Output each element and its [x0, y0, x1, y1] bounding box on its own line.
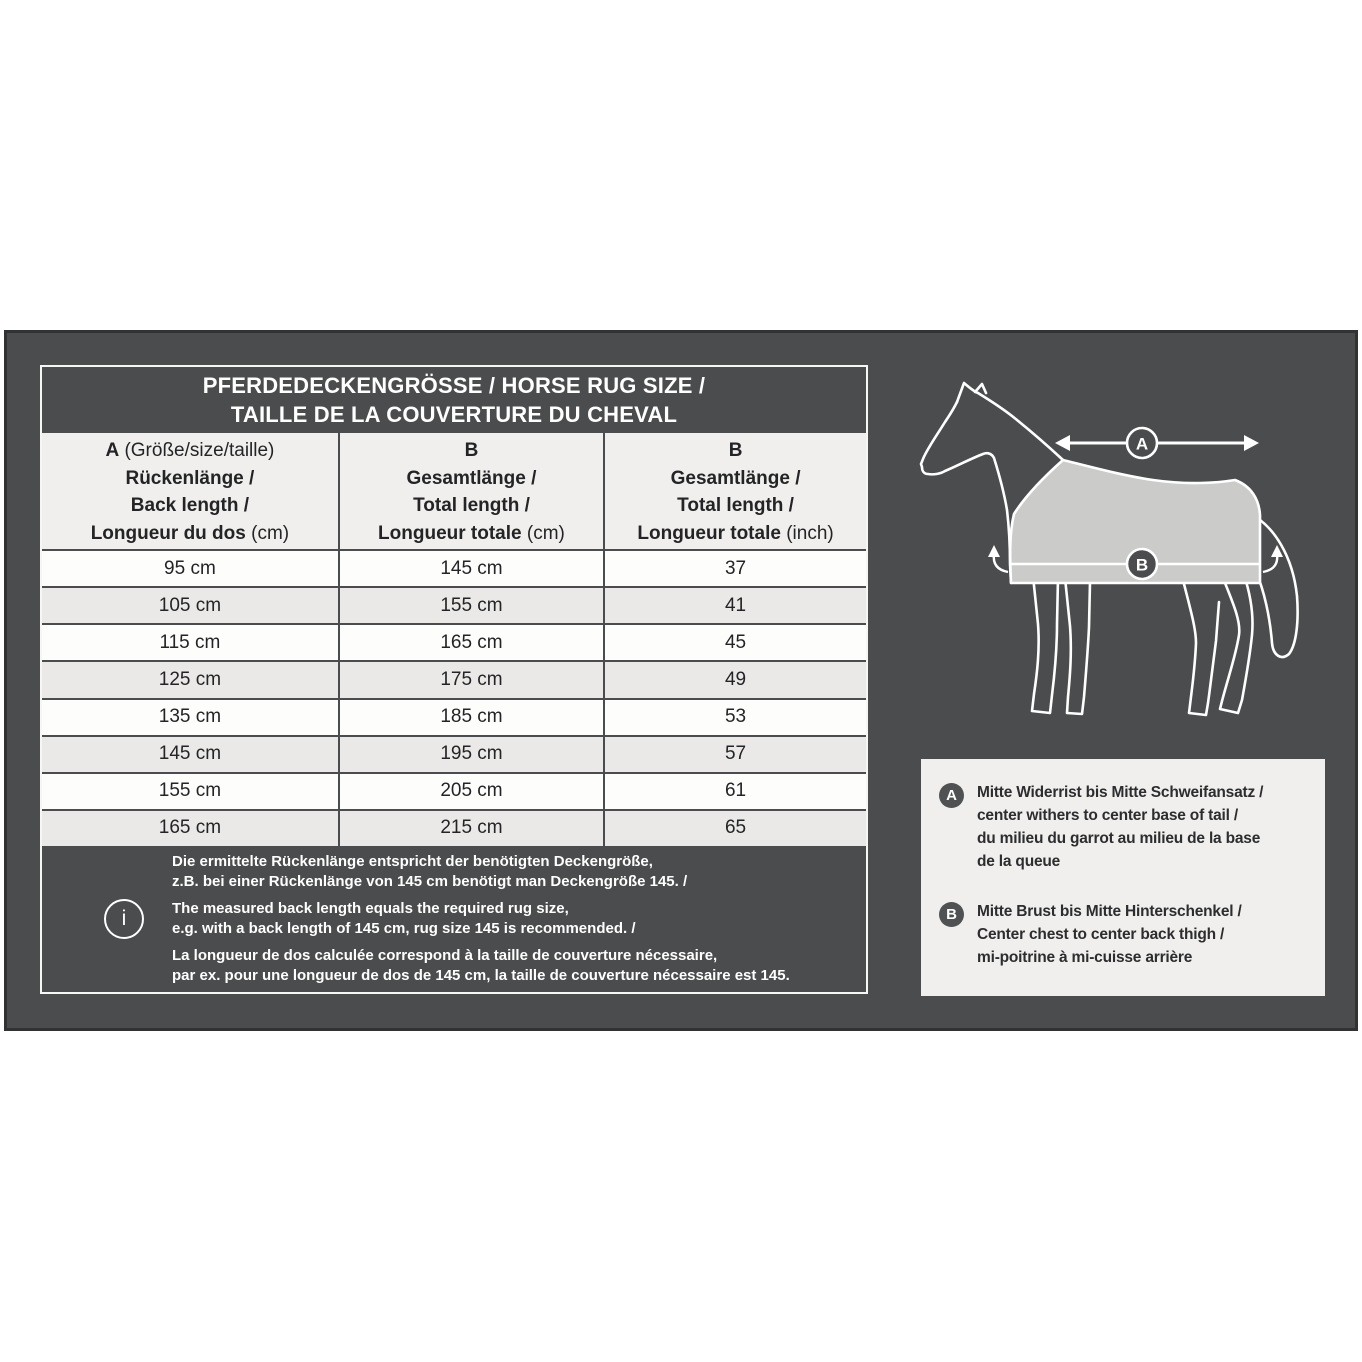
column-header-total-length-inch: B Gesamtlänge / Total length / Longueur totale (inch)	[603, 433, 866, 549]
note-text	[172, 852, 790, 986]
cell-total-inch: 65	[603, 811, 866, 846]
table-title-line1: PFERDEDECKENGRÖSSE / HORSE RUG SIZE /	[202, 373, 706, 398]
table-title	[42, 367, 866, 433]
table-row	[42, 809, 866, 846]
horse-front-leg-near	[1032, 576, 1058, 713]
cell-back-length: 165 cm	[158, 817, 222, 839]
cell-back-length: 105 cm	[158, 594, 222, 616]
column-header-total-length-cm: B Gesamtlänge / Total length / Longueur totale (cm)	[338, 433, 603, 549]
diagram-label-b: B	[1135, 555, 1149, 575]
note-paragraph-fr: La longueur de dos calculée correspond à la taille de couverture nécessaire, par ex. pour une longueur de dos de 145 cm, la taille de couverture nécessaire est 145.	[172, 947, 790, 984]
horse-ears	[957, 383, 986, 402]
cell-total-cm: 215 cm	[338, 811, 603, 846]
legend-item-a	[939, 781, 1309, 873]
table-title-line2: TAILLE DE LA COUVERTURE DU CHEVAL	[230, 402, 678, 427]
cell-total-cm: 155 cm	[338, 588, 603, 623]
measurement-legend	[921, 759, 1325, 996]
legend-text-b: Mitte Brust bis Mitte Hinterschenkel / Center chest to center back thigh / mi-poitrine à mi-cuisse arrière	[977, 903, 1242, 966]
cell-back-length: 95 cm	[164, 557, 216, 579]
info-icon-glyph: i	[121, 907, 127, 930]
horse-measurement-diagram	[895, 362, 1347, 746]
cell-total-inch: 53	[603, 700, 866, 735]
note-paragraph-de: Die ermittelte Rückenlänge entspricht der benötigten Deckengröße, z.B. bei einer Rückenlänge von 145 cm benötigt man Deckengröße 145. /	[172, 853, 688, 890]
table-note	[42, 846, 866, 992]
cell-total-cm: 145 cm	[338, 551, 603, 586]
cell-back-length: 115 cm	[159, 631, 221, 653]
cell-total-cm: 165 cm	[338, 625, 603, 660]
table-row	[42, 549, 866, 586]
cell-back-length: 125 cm	[158, 668, 222, 690]
cell-total-cm: 175 cm	[338, 662, 603, 697]
horse-hind-leg-near	[1220, 575, 1253, 713]
cell-back-length: 155 cm	[158, 780, 222, 802]
column-header-back-length: A (Größe/size/taille) Rückenlänge / Back length / Longueur du dos (cm)	[90, 440, 290, 544]
legend-item-b	[939, 900, 1309, 969]
cell-total-inch: 49	[603, 662, 866, 697]
size-table	[40, 365, 868, 994]
badge-b: B	[939, 902, 964, 927]
table-body	[42, 549, 866, 846]
table-row	[42, 698, 866, 735]
table-row	[42, 623, 866, 660]
table-row	[42, 586, 866, 623]
table-row	[42, 735, 866, 772]
badge-a: A	[939, 783, 964, 808]
cell-total-cm: 205 cm	[338, 774, 603, 809]
cell-total-inch: 37	[603, 551, 866, 586]
cell-total-inch: 61	[603, 774, 866, 809]
table-row	[42, 772, 866, 809]
table-header-row	[42, 433, 866, 549]
cell-total-inch: 45	[603, 625, 866, 660]
table-row	[42, 660, 866, 697]
cell-back-length: 135 cm	[158, 706, 222, 728]
horse-diagram-svg	[895, 362, 1347, 746]
legend-text-a: Mitte Widerrist bis Mitte Schweifansatz / center withers to center base of tail / du milieu du garrot au milieu de la base de la queue	[977, 784, 1264, 870]
cell-total-inch: 41	[603, 588, 866, 623]
cell-total-cm: 185 cm	[338, 700, 603, 735]
note-paragraph-en: The measured back length equals the required rug size, e.g. with a back length of 145 cm, rug size 145 is recommended. /	[172, 900, 636, 937]
info-icon	[104, 899, 144, 939]
cell-total-cm: 195 cm	[338, 737, 603, 772]
diagram-label-a: A	[1135, 434, 1149, 454]
cell-back-length: 145 cm	[158, 743, 222, 765]
horse-hind-leg-far	[1183, 580, 1219, 715]
horse-neck-line	[978, 393, 1063, 460]
cell-total-inch: 57	[603, 737, 866, 772]
horse-front-leg-far	[1065, 578, 1090, 714]
size-chart-panel	[4, 330, 1358, 1031]
